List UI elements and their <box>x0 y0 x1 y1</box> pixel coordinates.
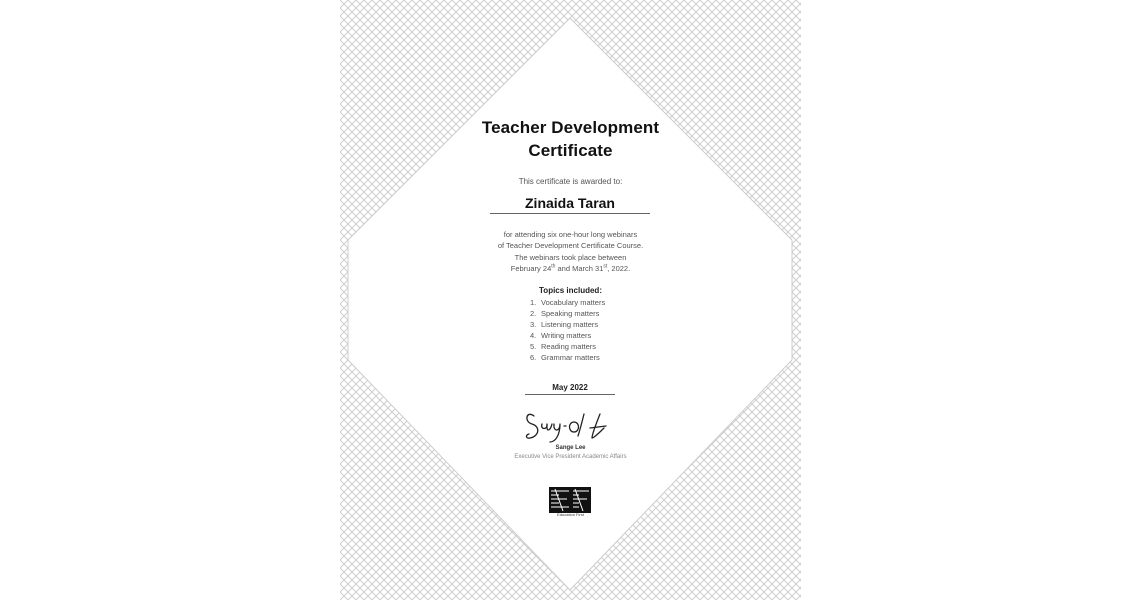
topic-label: Listening matters <box>541 320 599 329</box>
date-mid-suffix: st <box>603 263 608 270</box>
awarded-text: This certificate is awarded to: <box>518 177 623 186</box>
description-line-1: for attending six one-hour long webinars <box>503 230 638 239</box>
certificate-title <box>340 116 801 162</box>
topic-number: 3. <box>530 320 537 329</box>
issue-date: May 2022 <box>525 383 615 395</box>
certificate <box>340 0 801 600</box>
topic-item <box>530 308 605 319</box>
topic-item <box>530 319 605 330</box>
topic-label: Grammar matters <box>541 353 600 362</box>
recipient-name: Zinaida Taran <box>490 195 650 214</box>
date-start-suffix: th <box>551 263 556 270</box>
date-start: February 24 <box>510 263 552 273</box>
topic-number: 5. <box>530 342 537 351</box>
certificate-description <box>340 229 801 274</box>
topic-label: Vocabulary matters <box>541 298 606 307</box>
logo-caption: Education First <box>557 512 584 517</box>
topic-number: 4. <box>530 331 537 340</box>
date-end: , 2022. <box>607 263 631 273</box>
topic-item <box>530 297 605 308</box>
topics-heading: Topics included: <box>539 286 602 295</box>
topic-item <box>530 330 605 341</box>
title-line-1: Teacher Development <box>481 118 660 137</box>
date-mid: and March 31 <box>555 263 604 273</box>
signature-icon <box>520 402 620 444</box>
description-line-4 <box>340 263 801 274</box>
description-line-2: of Teacher Development Certificate Course. <box>497 241 644 251</box>
topic-label: Speaking matters <box>541 309 600 318</box>
topic-item <box>530 352 605 363</box>
signer-name: Sange Lee <box>555 445 586 451</box>
title-line-2: Certificate <box>528 141 613 160</box>
topic-label: Reading matters <box>541 342 597 351</box>
topic-number: 1. <box>530 298 537 307</box>
topic-label: Writing matters <box>541 331 592 340</box>
certificate-content <box>340 0 801 600</box>
description-line-3: The webinars took place between <box>514 252 627 262</box>
topic-number: 6. <box>530 353 537 362</box>
topics-list <box>530 297 605 363</box>
topic-number: 2. <box>530 309 537 318</box>
signer-title: Executive Vice President Academic Affairs <box>514 454 627 460</box>
topic-item <box>530 341 605 352</box>
